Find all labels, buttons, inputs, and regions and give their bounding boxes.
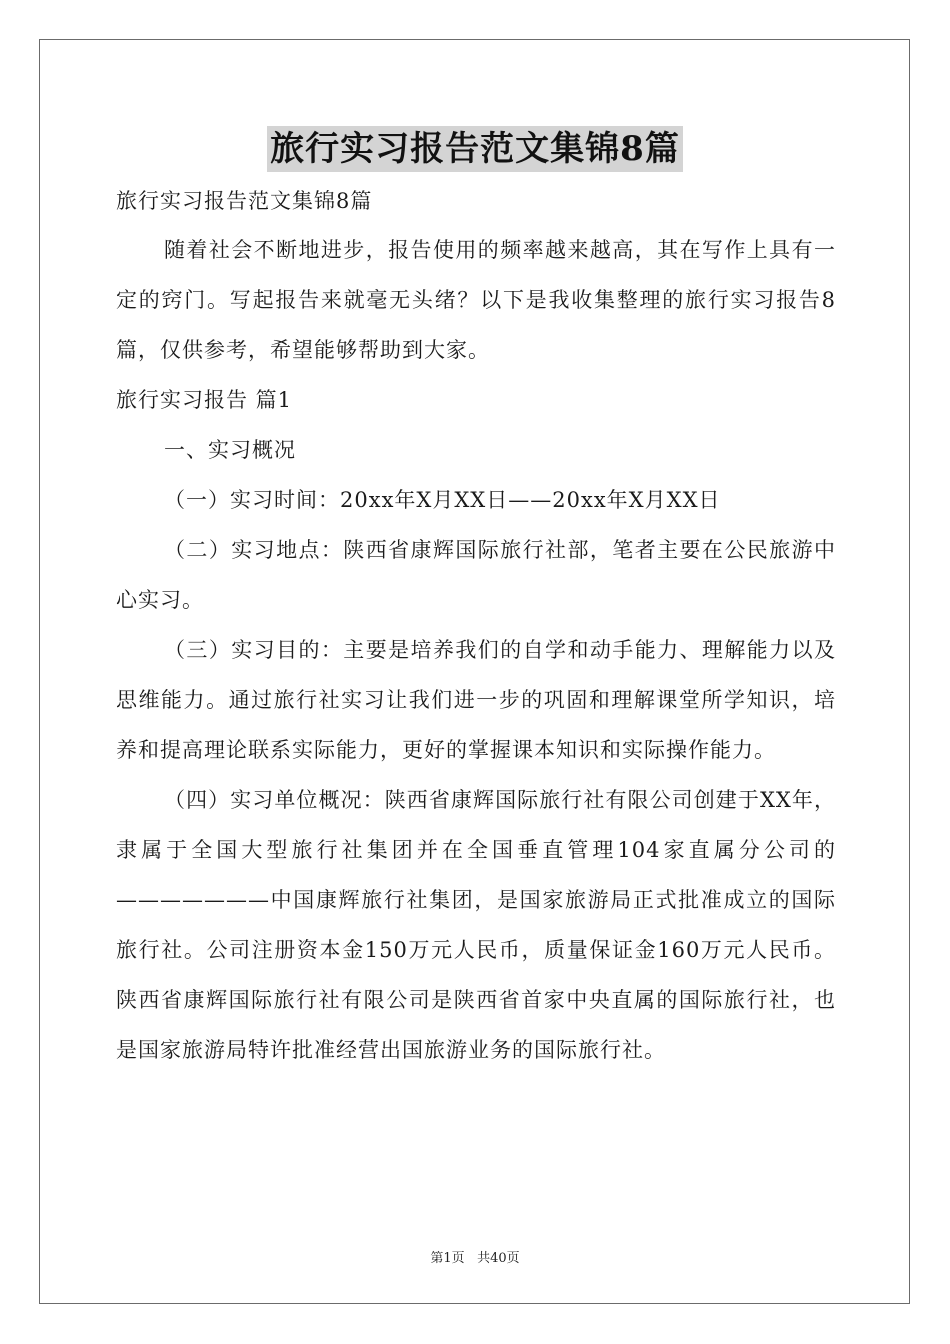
paragraph-location: （二）实习地点：陕西省康辉国际旅行社部，笔者主要在公民旅游中心实习。 xyxy=(116,538,836,612)
page-number: 第1页 xyxy=(430,1251,465,1266)
section-heading: 旅行实习报告 篇1 xyxy=(116,388,293,412)
paragraph-company: （四）实习单位概况：陕西省康辉国际旅行社有限公司创建于XX年，隶属于全国大型旅行社集团并在全国垂直管理104家直属分公司的———————中国康辉旅行社集团，是国家旅游局正式批准成立的国际旅行社。公司注册资本金150万元人民币，质量保证金160万元人民币。陕西省康辉国际旅行社有限公司是陕西省首家中央直属的国际旅行社，也是国家旅游局特许批准经营出国旅游业务的国际旅行社。 xyxy=(116,788,836,1062)
paragraph-intro: 随着社会不断地进步，报告使用的频率越来越高，其在写作上具有一定的窍门。写起报告来就毫无头绪？以下是我收集整理的旅行实习报告8篇，仅供参考，希望能够帮助到大家。 xyxy=(116,238,836,362)
document-body xyxy=(116,177,836,1075)
title-container xyxy=(0,126,950,172)
page-total: 共40页 xyxy=(477,1251,520,1266)
subsection-heading: 一、实习概况 xyxy=(164,438,296,462)
paragraph-subtitle: 旅行实习报告范文集锦8篇 xyxy=(116,189,373,213)
paragraph-time: （一）实习时间：20xx年X月XX日——20xx年X月XX日 xyxy=(164,488,721,512)
paragraph-purpose: （三）实习目的：主要是培养我们的自学和动手能力、理解能力以及思维能力。通过旅行社实习让我们进一步的巩固和理解课堂所学知识，培养和提高理论联系实际能力，更好的掌握课本知识和实际操作能力。 xyxy=(116,638,836,762)
document-title: 旅行实习报告范文集锦8篇 xyxy=(267,126,683,172)
page-footer xyxy=(0,1247,950,1266)
